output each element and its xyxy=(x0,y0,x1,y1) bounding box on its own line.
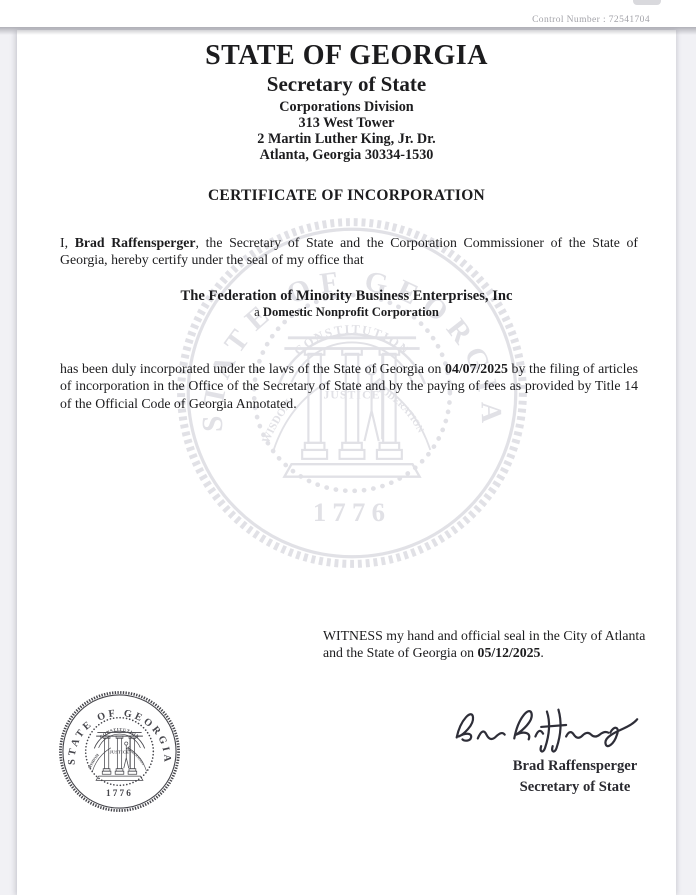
body-paragraph xyxy=(60,360,638,413)
secretary-of-state-subtitle: Secretary of State xyxy=(266,72,427,96)
signer-block xyxy=(495,756,655,798)
entity-type-article: a xyxy=(254,305,263,319)
address-line-3: Atlanta, Georgia 30334-1530 xyxy=(259,147,434,163)
incorporation-date: 04/07/2025 xyxy=(445,360,508,376)
entity-type xyxy=(17,305,676,320)
certificate-content xyxy=(17,30,676,895)
entity-block xyxy=(17,288,676,320)
page-top-shadow xyxy=(0,26,696,35)
witness-suffix: . xyxy=(540,645,544,661)
witness-paragraph xyxy=(323,627,653,662)
witness-prefix: WITNESS my hand and official seal in the City of Atlanta and the State of Georgia on xyxy=(323,627,646,661)
signature-autograph xyxy=(449,693,641,757)
scan-top-margin xyxy=(0,0,696,27)
state-title: STATE OF GEORGIA xyxy=(205,40,488,71)
intro-suffix: , the Secretary of State and the Corporation Commissioner of the State of Georgia, hereby certify under the seal of my office that xyxy=(60,234,638,268)
officer-name: Brad Raffensperger xyxy=(74,234,196,250)
address-line-2: 2 Martin Luther King, Jr. Dr. xyxy=(257,131,436,147)
scan-corner-smudge xyxy=(633,0,661,5)
signer-title: Secretary of State xyxy=(519,779,631,795)
witness-date: 05/12/2025 xyxy=(477,645,541,661)
control-number: Control Number : 72541704 xyxy=(532,15,650,25)
signer-name: Brad Raffensperger xyxy=(512,758,638,774)
division-line: Corporations Division xyxy=(279,99,414,115)
intro-paragraph xyxy=(60,234,638,269)
georgia-seal-stamp xyxy=(58,690,181,813)
certificate-title: CERTIFICATE OF INCORPORATION xyxy=(207,187,486,204)
letterhead xyxy=(17,40,676,163)
entity-type-label: Domestic Nonprofit Corporation xyxy=(262,305,439,319)
address-line-1: 313 West Tower xyxy=(298,115,395,131)
certificate-page xyxy=(17,30,676,895)
entity-name: The Federation of Minority Business Enterprises, Inc xyxy=(180,288,513,304)
intro-prefix: I, xyxy=(60,234,75,250)
body-suffix: by the filing of articles of incorporation in the Office of the Secretary of State and by the paying of fees as provided by Title 14 of the Official Code of Georgia Annotated. xyxy=(60,360,638,411)
body-prefix: has been duly incorporated under the laws of the State of Georgia on xyxy=(60,360,446,376)
